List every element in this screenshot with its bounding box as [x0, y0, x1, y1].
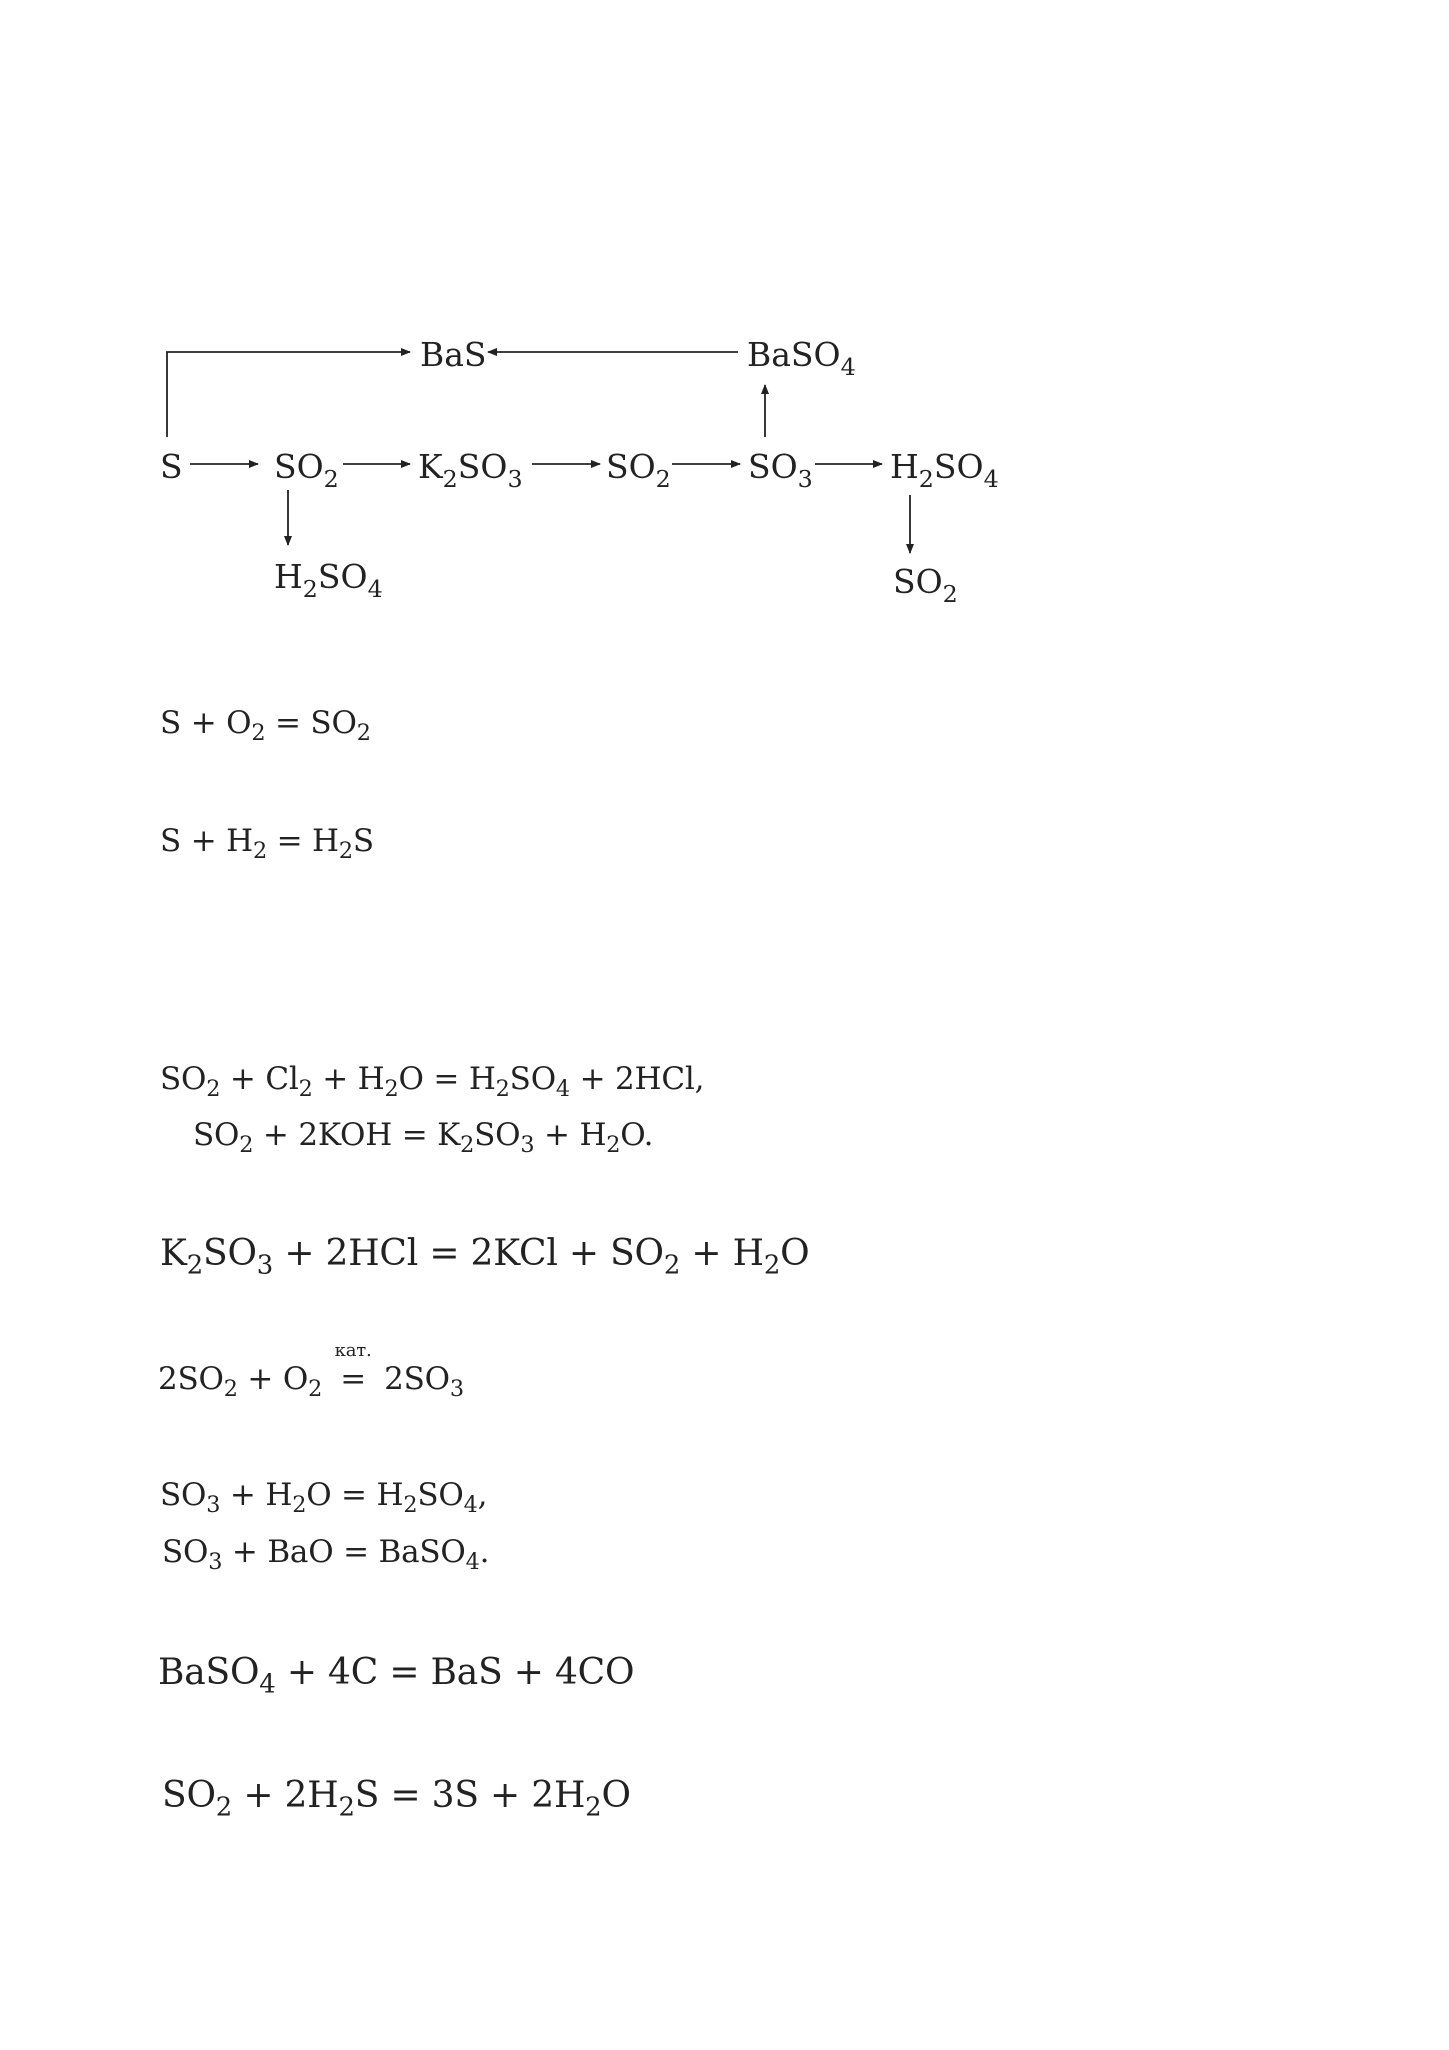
node-so2-first: $SO_2$: [274, 447, 339, 494]
equation-4: $SO_2 + 2KOH = K_2SO_3 + H_2O$.: [193, 1117, 654, 1159]
node-h2so4-bottom: $H_2SO_4$: [274, 557, 383, 604]
catalyst-label: кат.: [334, 1340, 372, 1361]
catalyst-sign: кат. =: [330, 1364, 376, 1395]
equation-5: $K_2SO_3 + 2HCl = 2KCl + SO_2 + H_2O$: [160, 1233, 810, 1281]
equation-10: $SO_2 + 2H_2S = 3S + 2H_2O$: [162, 1775, 631, 1823]
node-baso4: BaSO$_4$: [747, 335, 856, 382]
node-k2so3: $K_2SO_3$: [418, 447, 523, 494]
equation-2: $S + H_2 = H_2S$: [160, 823, 374, 865]
equation-8: $SO_3$ + BaO = BaSO$_4$.: [162, 1534, 490, 1576]
equation-3: $SO_2 + Cl_2 + H_2O = H_2SO_4 + 2HCl$,: [160, 1061, 705, 1103]
equation-6: $2SO_2 + O_2$ кат. = $2SO_3$: [158, 1340, 464, 1403]
arrow-s-to-bas: [167, 352, 410, 437]
node-so2-bottom: $SO_2$: [893, 562, 958, 609]
scheme-arrows: [0, 0, 1449, 640]
equation-1: $S + O_2 = SO_2$: [160, 705, 371, 747]
node-h2so4-right: $H_2SO_4$: [890, 447, 999, 494]
equation-9: BaSO$_4$ + 4C = BaS + 4CO: [158, 1652, 635, 1700]
node-bas: BaS: [420, 335, 487, 374]
node-so3: $SO_3$: [748, 447, 813, 494]
node-so2-second: $SO_2$: [606, 447, 671, 494]
node-s: S: [160, 447, 183, 486]
equation-7: $SO_3 + H_2O = H_2SO_4$,: [160, 1477, 488, 1519]
